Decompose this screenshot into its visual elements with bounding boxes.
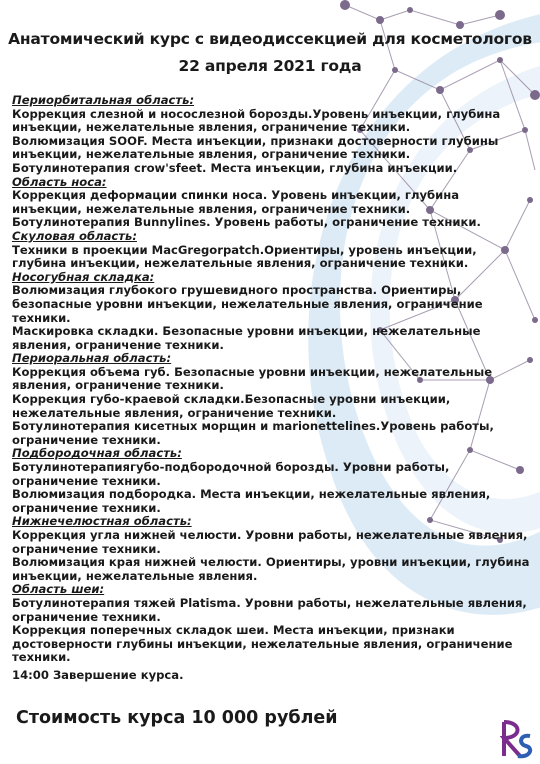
program-item: Коррекция слезной и носослезной борозды.Уровень инъекции, глубина инъекции, нежелательные явления, ограничение техники. xyxy=(12,106,501,135)
program-item: Коррекция губо-краевой складки.Безопасные уровни инъекции, нежелательные явления, ограничение техники. xyxy=(12,392,451,420)
section-heading: Скуловая область: xyxy=(12,228,137,243)
program-item: Ботулинотерапиягубо-подбородочной борозды. Уровни работы, ограничение техники. xyxy=(12,460,450,488)
section-heading: Подбородочная область: xyxy=(12,446,182,461)
program-item: Коррекция угла нижней челюсти. Уровни работы, нежелательные явления, ограничение техники. xyxy=(12,528,528,556)
page-date: 22 апреля 2021 года xyxy=(178,57,362,75)
program-item: Коррекция объема губ. Безопасные уровни инъекции, нежелательные явления, ограничение техники. xyxy=(12,364,493,393)
program-item: Волюмизация SOOF. Места инъекции, признаки достоверности глубины инъекции, нежелательные явления, ограничение техники. xyxy=(12,133,499,162)
section-heading: Периорбитальная область: xyxy=(12,93,195,107)
program-item: Техники в проекции MacGregorpatch.Ориентиры, уровень инъекции, глубина инъекции, нежелательные явления, ограничение техники. xyxy=(12,242,477,271)
course-program xyxy=(12,94,532,665)
course-end-time: 14:00 Завершение курса. xyxy=(12,668,184,682)
section-heading: Периоральная область: xyxy=(12,351,172,366)
program-item: Коррекция поперечных складок шеи. Места инъекции, признаки достоверности глубины инъекции, нежелательные явления, ограничение техники. xyxy=(12,623,513,665)
page-title: Анатомический курс с видеодиссекцией для косметологов xyxy=(8,30,532,48)
program-item: Ботулинотерапия Bunnylines. Уровень работы, ограничение техники. xyxy=(12,215,481,230)
program-item: Ботулинотерапия crow'sfeet. Места инъекции, глубина инъекции. xyxy=(12,160,458,175)
section-heading: Носогубная складка: xyxy=(12,269,155,284)
program-item: Коррекция деформации спинки носа. Уровень инъекции, глубина инъекции, нежелательные явления, ограничение техники. xyxy=(12,188,460,216)
program-item: Ботулинотерапия кисетных морщин и marionettelines.Уровень работы, ограничение техники. xyxy=(12,419,494,447)
program-item: Волюмизация глубокого грушевидного пространства. Ориентиры, безопасные уровни инъекции, нежелательные явления, ограничение техники. xyxy=(12,283,483,325)
course-price: Стоимость курса 10 000 рублей xyxy=(16,708,338,728)
section-heading: Область шеи: xyxy=(12,582,105,597)
program-item: Маскировка складки. Безопасные уровни инъекции, нежелательные явления, ограничение техники. xyxy=(12,324,481,352)
program-item: Ботулинотерапия тяжей Platisma. Уровни работы, нежелательные явления, ограничение техники. xyxy=(12,595,527,624)
program-item: Волюмизация подбородка. Места инъекции, нежелательные явления, ограничение техники. xyxy=(12,487,491,515)
rs-logo-icon xyxy=(500,718,534,760)
program-item: Волюмизация края нижней челюсти. Ориентиры, уровни инъекции, глубина инъекции, нежелательные явления. xyxy=(12,555,530,583)
section-heading: Нижнечелюстная область: xyxy=(12,514,192,529)
section-heading: Область носа: xyxy=(12,174,107,189)
